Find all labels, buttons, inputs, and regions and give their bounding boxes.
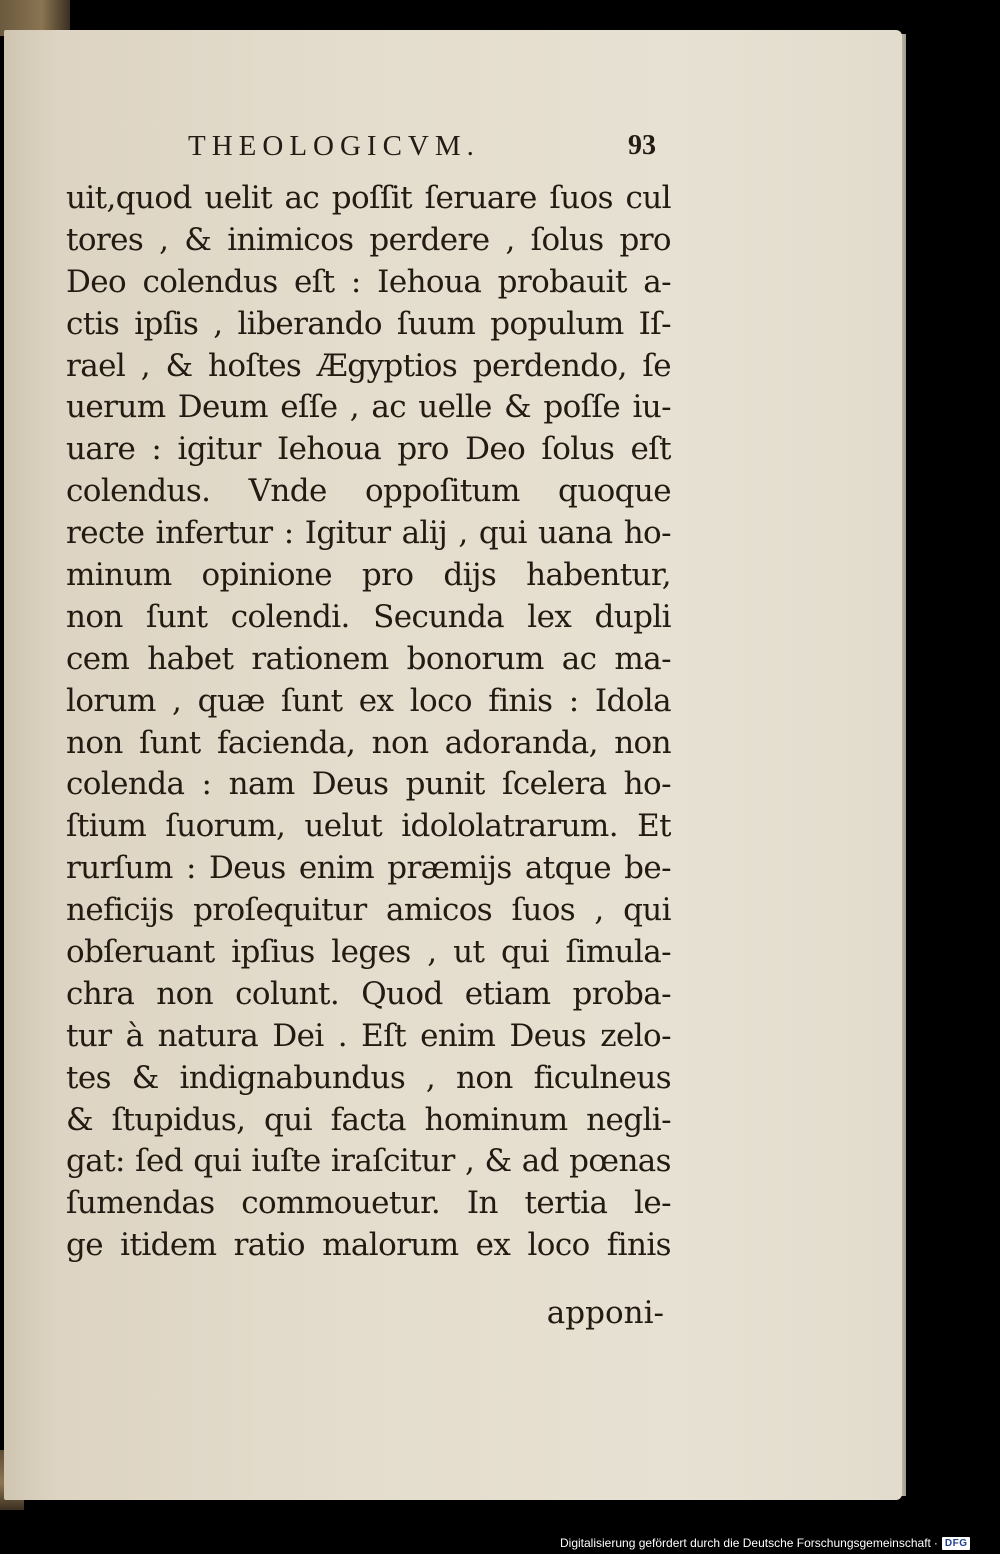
text-line: rael , & hoſtes Ægyptios perdendo, ſe	[66, 347, 671, 384]
text-line: recte infertur : Igitur alij , qui uana ho-	[66, 515, 671, 552]
running-title: THEOLOGICVM.	[188, 130, 480, 162]
text-line: uerum Deum eſſe , ac uelle & poſſe iu-	[66, 389, 671, 426]
text-line: tes & indignabundus , non ficulneus	[66, 1059, 671, 1096]
text-line: uare : igitur Iehoua pro Deo ſolus eſt	[66, 431, 671, 468]
text-line: chra non colunt. Quod etiam proba-	[66, 975, 671, 1012]
text-line: gat: ſed qui iuſte iraſcitur , & ad pœnas	[66, 1143, 671, 1180]
text-line: non ſunt colendi. Secunda lex dupli	[66, 598, 671, 635]
text-line: non ſunt facienda, non adoranda, non	[66, 724, 671, 761]
text-line: & ſtupidus, qui facta hominum negli-	[66, 1101, 671, 1138]
text-line: rurſum : Deus enim præmijs atque be-	[66, 850, 671, 887]
book-page	[4, 30, 902, 1500]
text-line: tores , & inimicos perdere , ſolus pro	[66, 221, 671, 258]
text-line: ctis ipſis , liberando ſuum populum Iſ-	[66, 305, 671, 342]
text-line: ſtium ſuorum, uelut idololatrarum. Et	[66, 808, 671, 845]
catchword: apponi-	[546, 1295, 664, 1331]
text-line: cem habet rationem bonorum ac ma-	[66, 640, 671, 677]
text-line: colendus. Vnde oppoſitum quoque	[66, 473, 671, 510]
text-line: ſumendas commouetur. In tertia le-	[66, 1185, 671, 1222]
text-line: tur à natura Dei . Eſt enim Deus zelo-	[66, 1017, 671, 1054]
text-line: obſeruant ipſius leges , ut qui ſimula-	[66, 934, 671, 971]
text-line: uit,quod uelit ac poſſit ſeruare ſuos cul	[66, 180, 671, 216]
text-line: lorum , quæ ſunt ex loco finis : Idola	[66, 682, 671, 719]
text-line: ge itidem ratio malorum ex loco finis	[66, 1227, 671, 1264]
page-number: 93	[628, 130, 656, 161]
text-line: neficijs proſequitur amicos ſuos , qui	[66, 892, 671, 929]
credit-text: Digitalisierung gefördert durch die Deutsche Forschungsgemeinschaft	[560, 1536, 931, 1550]
running-head	[4, 126, 902, 166]
digitization-credit	[560, 1534, 970, 1552]
credit-separator: ·	[933, 1536, 938, 1550]
dfg-logo-icon: DFG	[942, 1537, 971, 1550]
body-text	[66, 178, 671, 1267]
text-line: minum opinione pro dijs habentur,	[66, 557, 671, 594]
text-line: Deo colendus eſt : Iehoua probauit a-	[66, 263, 671, 300]
text-line: colenda : nam Deus punit ſcelera ho-	[66, 766, 671, 803]
